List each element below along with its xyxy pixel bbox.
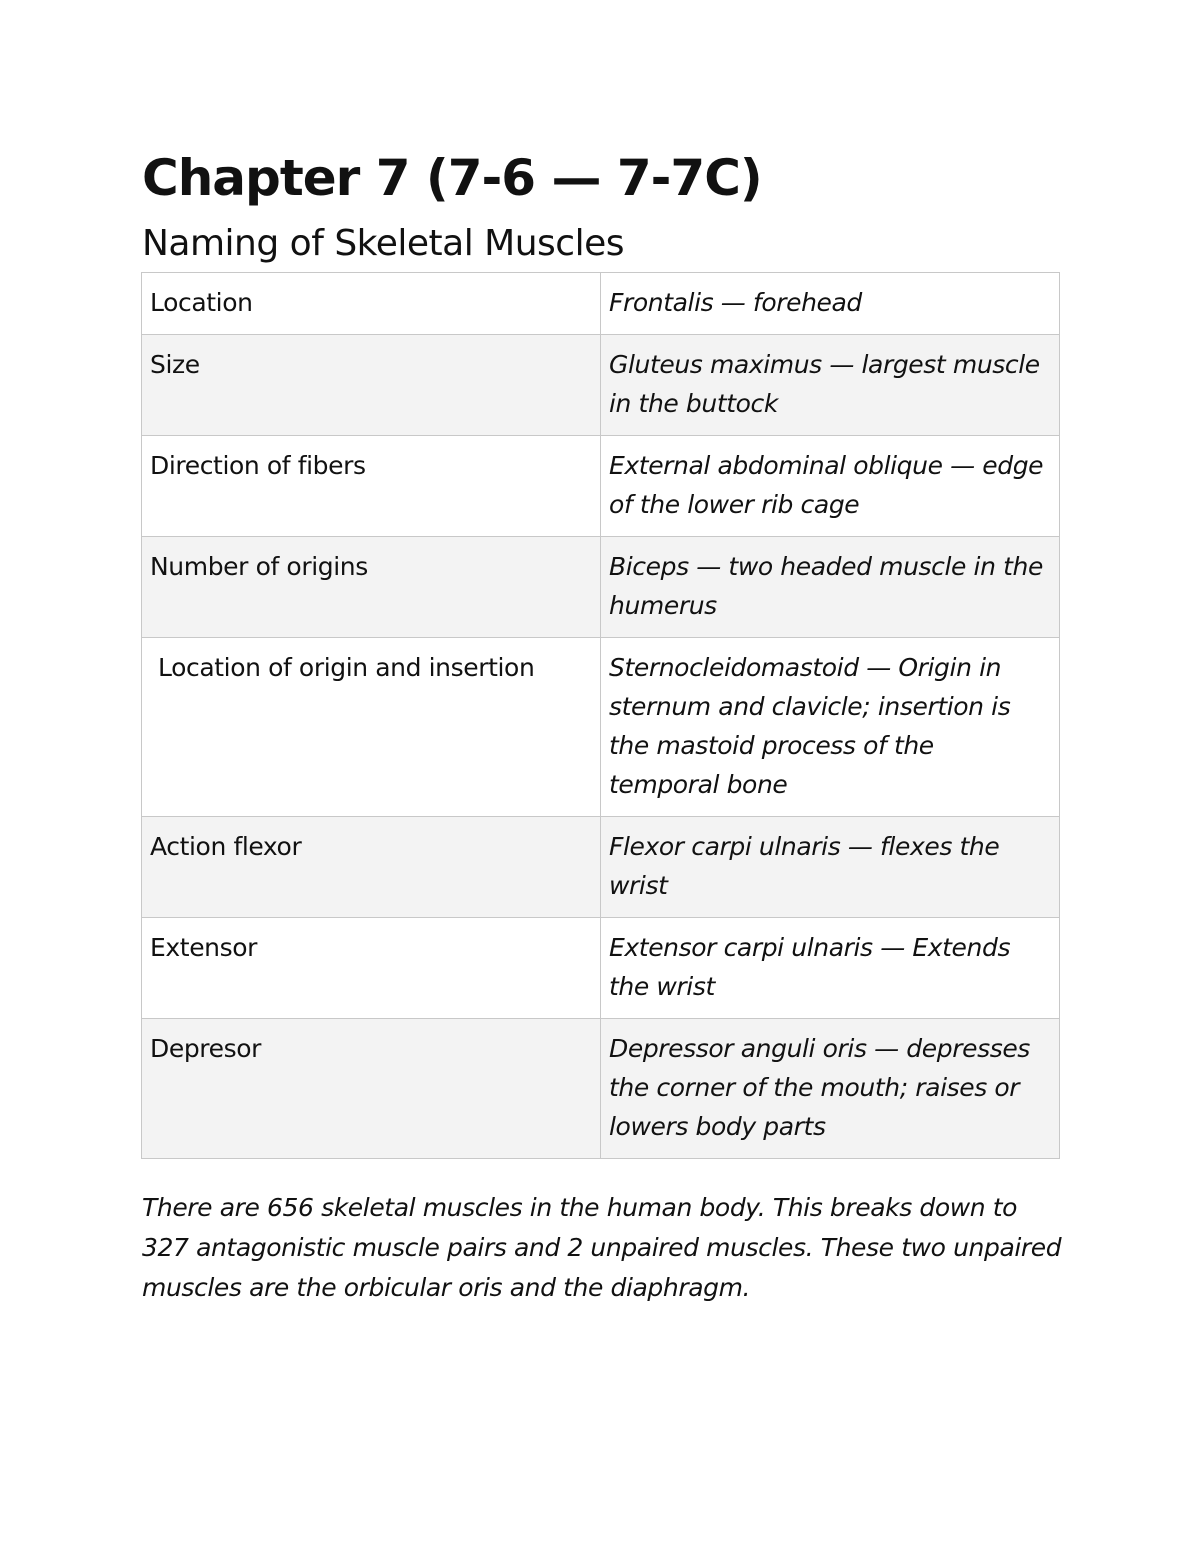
example-cell: Flexor carpi ulnaris — flexes the wrist bbox=[601, 817, 1060, 918]
table-row bbox=[142, 817, 1060, 918]
criterion-cell: Location of origin and insertion bbox=[142, 638, 601, 817]
criterion-cell: Action flexor bbox=[142, 817, 601, 918]
example-cell: Gluteus maximus — largest muscle in the buttock bbox=[601, 335, 1060, 436]
table-row bbox=[142, 638, 1060, 817]
table-row bbox=[142, 1019, 1060, 1159]
example-cell: Sternocleidomastoid — Origin in sternum and clavicle; insertion is the mastoid process of the temporal bone bbox=[601, 638, 1060, 817]
table-row bbox=[142, 273, 1060, 335]
table-row bbox=[142, 537, 1060, 638]
criterion-cell: Location bbox=[142, 273, 601, 335]
example-cell: External abdominal oblique — edge of the lower rib cage bbox=[601, 436, 1060, 537]
page-title: Chapter 7 (7-6 — 7-7C) bbox=[142, 149, 762, 207]
example-cell: Frontalis — forehead bbox=[601, 273, 1060, 335]
muscle-naming-table bbox=[141, 272, 1060, 1159]
criterion-cell: Extensor bbox=[142, 918, 601, 1019]
criterion-cell: Depresor bbox=[142, 1019, 601, 1159]
example-cell: Depressor anguli oris — depresses the corner of the mouth; raises or lowers body parts bbox=[601, 1019, 1060, 1159]
table-row bbox=[142, 335, 1060, 436]
criterion-cell: Direction of fibers bbox=[142, 436, 601, 537]
table-row bbox=[142, 436, 1060, 537]
page-subtitle: Naming of Skeletal Muscles bbox=[142, 223, 624, 264]
example-cell: Extensor carpi ulnaris — Extends the wrist bbox=[601, 918, 1060, 1019]
summary-paragraph: There are 656 skeletal muscles in the human body. This breaks down to 327 antagonistic muscle pairs and 2 unpaired muscles. These two unpaired muscles are the orbicular oris and the diaphragm. bbox=[142, 1193, 1062, 1302]
criterion-cell: Number of origins bbox=[142, 537, 601, 638]
table-row bbox=[142, 918, 1060, 1019]
criterion-cell: Size bbox=[142, 335, 601, 436]
example-cell: Biceps — two headed muscle in the humerus bbox=[601, 537, 1060, 638]
